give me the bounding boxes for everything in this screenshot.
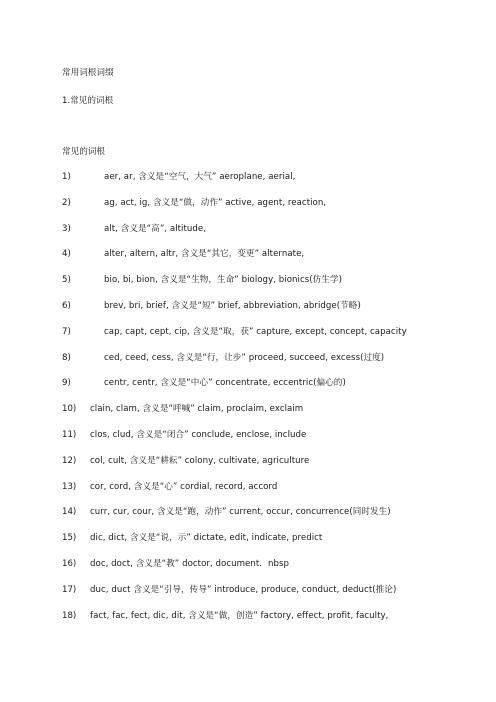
item-number: 7) bbox=[62, 326, 71, 337]
list-item bbox=[62, 610, 492, 636]
list-item bbox=[62, 429, 492, 455]
list-item bbox=[62, 377, 492, 403]
list-item bbox=[62, 455, 492, 481]
item-text: cap, capt, cept, cip, 含义是“取，获” capture, except, concept, capacity bbox=[104, 326, 407, 337]
item-number: 13) bbox=[62, 481, 77, 492]
item-text: alter, altern, altr, 含义是“其它，变更” alternate, bbox=[104, 249, 305, 260]
list-item bbox=[62, 506, 492, 532]
item-number: 8) bbox=[62, 352, 71, 363]
item-number: 14) bbox=[62, 507, 77, 518]
list-item bbox=[62, 248, 492, 274]
item-text: curr, cur, cour, 含义是“跑，动作” current, occur, concurrence(同时发生) bbox=[90, 507, 391, 518]
item-text: clos, clud, 含义是“闭合” conclude, enclose, include bbox=[90, 429, 307, 440]
item-number: 12) bbox=[62, 455, 77, 466]
list-item bbox=[62, 300, 492, 326]
item-number: 1) bbox=[62, 172, 71, 182]
word-root-list bbox=[62, 171, 492, 635]
item-number: 17) bbox=[62, 584, 77, 595]
item-number: 4) bbox=[62, 249, 71, 260]
item-text: col, cult, 含义是“耕耘” colony, cultivate, agriculture bbox=[90, 455, 310, 466]
item-text: dic, dict, 含义是“说，示” dictate, edit, indicate, predict bbox=[90, 533, 323, 544]
list-item bbox=[62, 223, 492, 249]
item-text: cor, cord, 含义是“心” cordial, record, accord bbox=[90, 481, 278, 492]
item-text: doc, doct, 含义是“教” doctor, document．nbsp bbox=[90, 558, 289, 569]
list-item bbox=[62, 558, 492, 584]
item-number: 2) bbox=[62, 197, 71, 208]
list-item bbox=[62, 197, 492, 223]
sub-heading: 常见的词根 bbox=[62, 147, 105, 157]
item-text: ag, act, ig, 含义是“做，动作” active, agent, reaction, bbox=[104, 197, 327, 208]
list-item bbox=[62, 403, 492, 429]
item-number: 11) bbox=[62, 429, 77, 440]
item-text: aer, ar, 含义是“空气，大气” aeroplane, aerial, bbox=[104, 172, 296, 182]
item-text: brev, bri, brief, 含义是“短” brief, abbreviation, abridge(节略) bbox=[104, 300, 361, 311]
list-item bbox=[62, 171, 492, 197]
item-number: 9) bbox=[62, 378, 71, 389]
list-item bbox=[62, 274, 492, 300]
item-text: centr, centr, 含义是“中心” concentrate, eccentric(偏心的) bbox=[104, 378, 346, 389]
list-item bbox=[62, 532, 492, 558]
item-text: bio, bi, bion, 含义是“生物，生命” biology, bionics(仿生学) bbox=[104, 275, 342, 286]
item-text: fact, fac, fect, dic, dit, 含义是“做，创造” factory, effect, profit, faculty, bbox=[90, 610, 389, 621]
item-number: 5) bbox=[62, 275, 71, 286]
item-text: clain, clam, 含义是“呼喊” claim, proclaim, exclaim bbox=[90, 404, 304, 415]
item-text: duc, duct 含义是“引导，传导” introduce, produce, conduct, deduct(推论) bbox=[90, 584, 397, 595]
item-number: 16) bbox=[62, 558, 77, 569]
item-number: 10) bbox=[62, 404, 77, 415]
item-text: ced, ceed, cess, 含义是“行，让步” proceed, succeed, excess(过度) bbox=[104, 352, 385, 363]
item-number: 6) bbox=[62, 300, 71, 311]
list-item bbox=[62, 326, 492, 352]
list-item bbox=[62, 481, 492, 507]
list-item bbox=[62, 352, 492, 378]
item-number: 3) bbox=[62, 223, 71, 234]
item-number: 15) bbox=[62, 533, 77, 544]
document-title: 常用词根词缀 bbox=[62, 68, 114, 78]
item-number: 18) bbox=[62, 610, 77, 621]
item-text: alt, 含义是“高”, altitude, bbox=[104, 223, 207, 234]
list-item bbox=[62, 584, 492, 610]
section-heading: 1.常见的词根 bbox=[62, 96, 114, 106]
